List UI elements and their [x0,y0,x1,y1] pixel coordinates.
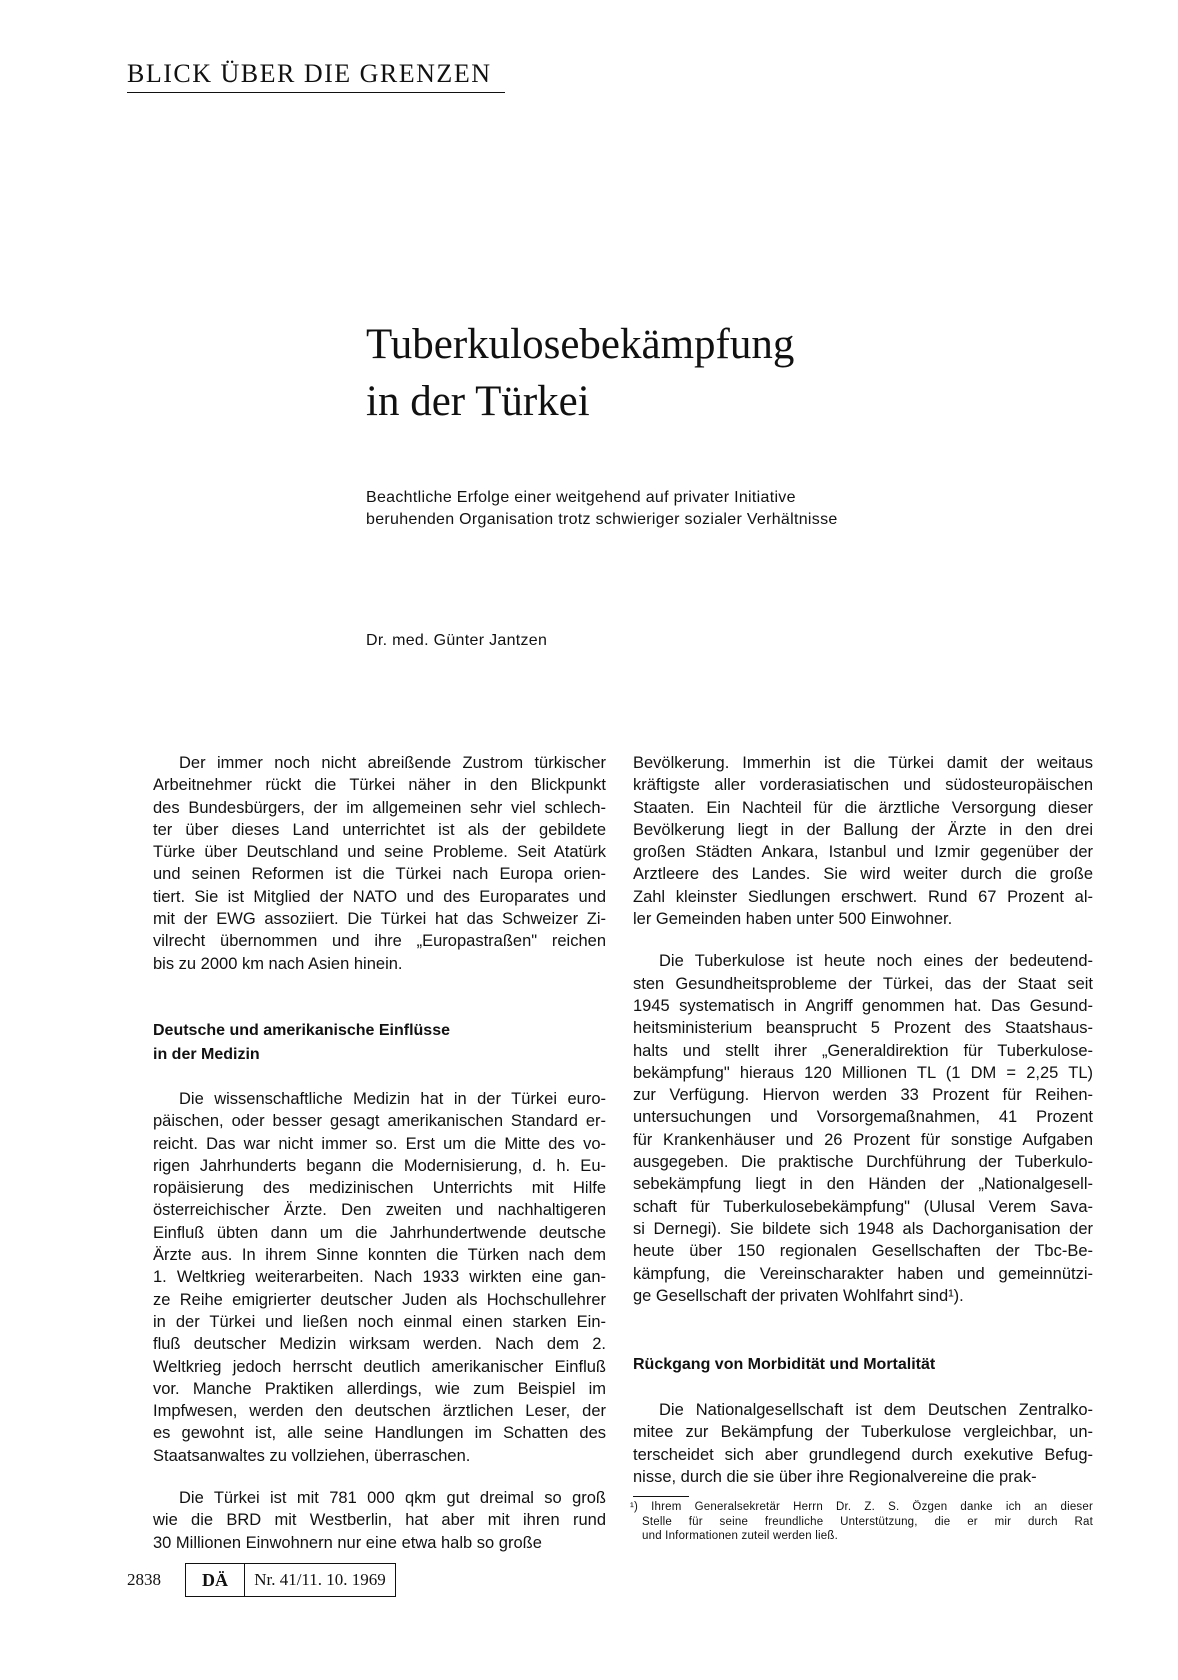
text-line: Türke über Deutschland und seine Probleme. Seit Atatürk [153,843,606,862]
text-line: Der immer noch nicht abreißende Zustrom türkischer [179,754,606,772]
text-line: päischen, oder besser gesagt amerikanischen Standard er- [153,1112,606,1131]
left-paragraph-2 [153,1088,606,1467]
text-line: tiert. Sie ist Mitglied der NATO und des Europarates und [153,887,606,906]
author-byline: Dr. med. Günter Jantzen [366,632,548,649]
text-line: Bevölkerung. Immerhin ist die Türkei damit der weitaus [633,754,1093,772]
text-line: bekämpfung" hieraus 120 Millionen TL (1 DM = 2,25 TL) [633,1063,1093,1082]
text-line: Die wissenschaftliche Medizin hat in der Türkei euro- [179,1089,606,1108]
text-line: Arztleere des Landes. Sie wird weiter durch die große [633,865,1093,884]
section-heading-decline [633,1353,1093,1377]
section-heading-influences [153,1019,606,1067]
text-line: ge Gesellschaft der privaten Wohlfahrt sind¹). [633,1286,964,1305]
text-line: österreichischer Ärzte. Den zweiten und nachhaltigeren [153,1201,606,1220]
article-title [366,316,926,430]
text-line: vilrecht übernommen und ihre „Europastraßen" reichen [153,932,606,951]
page-footer [127,1563,396,1597]
heading-line: Deutsche und amerikanische Einflüsse [153,1021,450,1039]
issue-info: Nr. 41/11. 10. 1969 [245,1563,396,1597]
text-line: halts und stellt ihrer „Generaldirektion für Tuberkulose- [633,1041,1093,1060]
text-line: großen Städten Ankara, Istanbul und Izmir gegenüber der [633,843,1093,862]
text-line: bis zu 2000 km nach Asien hinein. [153,954,403,973]
text-line: für Krankenhäuser und 26 Prozent für sonstige Aufgaben [633,1130,1093,1149]
footnote-line-3: und Informationen zuteil werden ließ. [642,1530,838,1542]
section-rubric: BLICK ÜBER DIE GRENZEN [127,60,505,93]
text-line: kämpfung, die Vereinscharakter haben und gemeinnützi- [633,1264,1093,1283]
text-line: Bevölkerung liegt in der Ballung der Ärzte in den drei [633,820,1093,839]
text-line: Staatsanwaltes zu vollziehen, überraschen. [153,1446,471,1465]
text-line: es gewohnt ist, alle seine Handlungen im Schatten des [153,1424,606,1443]
text-line: 30 Millionen Einwohnern nur eine etwa halb so große [153,1533,542,1552]
footnote [630,1500,1093,1544]
text-line: untersuchungen und Vorsorgemaßnahmen, 41 Prozent [633,1108,1093,1127]
text-line: und seinen Reformen ist die Türkei nach Europa orien- [153,865,606,884]
journal-logo: DÄ [185,1563,245,1597]
text-line: sten Gesundheitsprobleme der Türkei, das der Staat seit [633,974,1093,993]
text-line: heute über 150 regionalen Gesellschaften der Tbc-Be- [633,1242,1093,1261]
right-paragraph-1 [633,752,1093,930]
text-line: Zahl kleinster Siedlungen erschwert. Rund 67 Prozent al- [633,887,1093,906]
text-line: mit der EWG assoziiert. Die Türkei hat das Schweizer Zi- [153,910,606,929]
right-column [633,752,1093,1488]
left-paragraph-3 [153,1487,606,1554]
subtitle-line-1: Beachtliche Erfolge einer weitgehend auf privater Initiative [366,489,796,506]
text-line: ter über dieses Land unterrichtet ist als der gebildete [153,820,606,839]
title-line-1: Tuberkulosebekämpfung [366,321,795,368]
text-line: Staaten. Ein Nachteil für die ärztliche Versorgung dieser [633,798,1093,817]
text-line: ler Gemeinden haben unter 500 Einwohner. [633,910,953,929]
text-line: schaft für Tuberkulosebekämpfung" (Ulusal Verem Sava- [633,1197,1093,1216]
page-number: 2838 [127,1570,161,1589]
text-line: zur Verfügung. Hiervon werden 33 Prozent für Reihen- [633,1086,1093,1105]
left-column [153,752,606,1554]
text-line: ausgegeben. Die praktische Durchführung der Tuberkulo- [633,1153,1093,1172]
heading-line: Rückgang von Morbidität und Mortalität [633,1356,936,1374]
text-line: nisse, durch die sie über ihre Regionalvereine die prak- [633,1468,1037,1487]
footnote-line-1: ¹) Ihrem Generalsekretär Herrn Dr. Z. S. Özgen danke ich an dieser [630,1501,1093,1513]
text-line: in der Türkei und ließen noch einmal einen starken Ein- [153,1312,606,1331]
footnote-divider [633,1496,689,1497]
text-line: ze Reihe emigrierter deutscher Juden als Hochschullehrer [153,1290,606,1309]
text-line: wie die BRD mit Westberlin, hat aber mit ihren rund [153,1511,606,1530]
text-line: Impfwesen, werden den deutschen ärztlichen Leser, der [153,1402,606,1421]
title-line-2: in der Türkei [366,378,590,425]
text-line: rigen Jahrhunderts begann die Modernisierung, d. h. Eu- [153,1156,606,1175]
text-line: Einfluß übten dann um die Jahrhundertwende deutsche [153,1223,606,1242]
text-line: mitee zur Bekämpfung der Tuberkulose vergleichbar, un- [633,1423,1093,1442]
article-subtitle [366,487,966,531]
text-line: heitsministerium beansprucht 5 Prozent des Staatshaus- [633,1019,1093,1038]
text-line: reicht. Das war nicht immer so. Erst um die Mitte des vo- [153,1134,606,1153]
right-paragraph-2 [633,950,1093,1307]
text-line: kräftigste aller vorderasiatischen und südosteuropäischen [633,776,1093,795]
text-line: 1. Weltkrieg weiterarbeiten. Nach 1933 wirkten eine gan- [153,1268,606,1287]
left-paragraph-1 [153,752,606,975]
text-line: si Dernegi). Sie bildete sich 1948 als Dachorganisation der [633,1219,1093,1238]
text-line: ropäisierung des medizinischen Unterrichts mit Hilfe [153,1179,606,1198]
footnote-line-2: Stelle für seine freundliche Unterstützung, die er mir durch Rat [642,1515,1093,1528]
text-line: Ärzte aus. In ihrem Sinne konnten die Türken nach dem [153,1246,606,1265]
text-line: des Bundesbürgers, der im allgemeinen sehr viel schlech- [153,798,606,817]
text-line: Weltkrieg jedoch herrscht deutlich amerikanischer Einfluß [153,1357,606,1376]
right-paragraph-3 [633,1399,1093,1488]
text-line: 1945 systematisch in Angriff genommen hat. Das Gesund- [633,996,1093,1015]
heading-line: in der Medizin [153,1045,260,1063]
text-line: Arbeitnehmer rückt die Türkei näher in den Blickpunkt [153,776,606,795]
text-line: sebekämpfung liegt in den Händen der „Nationalgesell- [633,1175,1093,1194]
text-line: vor. Manche Praktiken allerdings, wie zum Beispiel im [153,1379,606,1398]
text-line: fluß deutscher Medizin wirksam werden. Nach dem 2. [153,1335,606,1354]
subtitle-line-2: beruhenden Organisation trotz schwieriger sozialer Verhältnisse [366,511,838,528]
text-line: Die Türkei ist mit 781 000 qkm gut dreimal so groß [179,1489,606,1508]
text-line: Die Nationalgesellschaft ist dem Deutschen Zentralko- [659,1401,1093,1420]
text-line: terscheidet sich aber grundlegend durch exekutive Befug- [633,1445,1093,1464]
text-line: Die Tuberkulose ist heute noch eines der bedeutend- [659,952,1093,971]
